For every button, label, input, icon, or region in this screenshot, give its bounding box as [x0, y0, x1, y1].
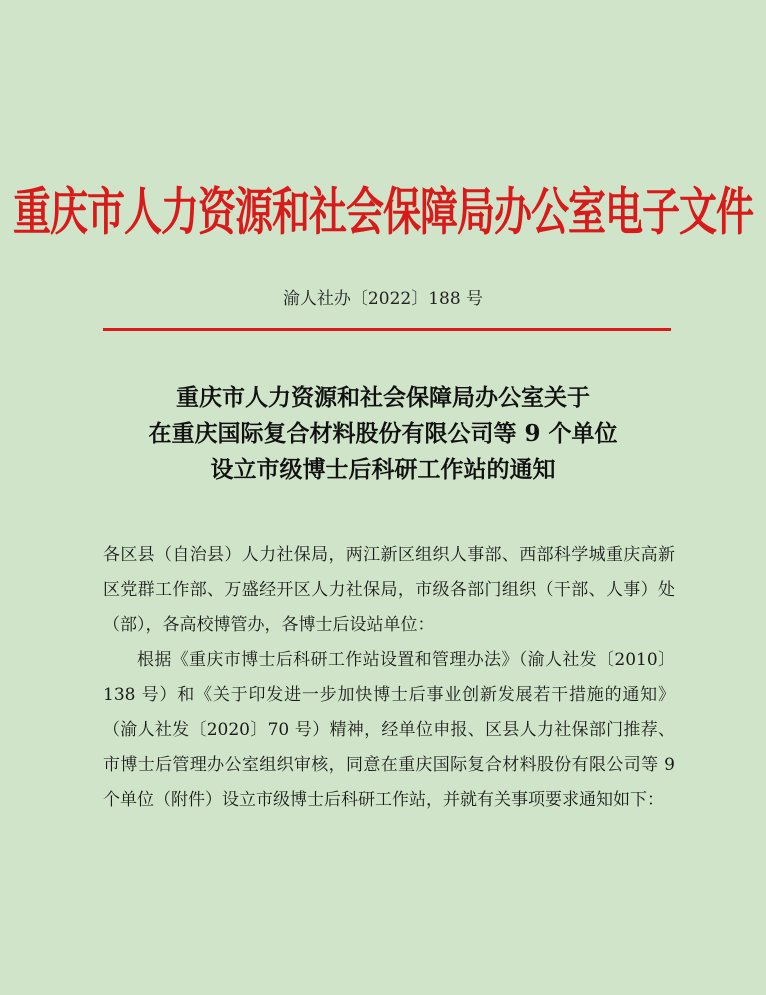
notice-title — [60, 380, 706, 488]
addressee-paragraph: 各区县（自治县）人力社保局，两江新区组织人事部、西部科学城重庆高新区党群工作部、万盛经开区人力社保局，市级各部门组织（干部、人事）处（部），各高校博管办，各博士后设站单位： — [103, 545, 675, 635]
document-body — [103, 538, 675, 818]
body-paragraph-1: 根据《重庆市博士后科研工作站设置和管理办法》（渝人社发〔2010〕138 号）和《关于印发进一步加快博士后事业创新发展若干措施的通知》（渝人社发〔2020〕70 号）精神，经单位申报、区县人力社保部门推荐、市博士后管理办公室组织审核，同意在重庆国际复合材料股份有限公司等 9 个单位（附件）设立市级博士后科研工作站，并就有关事项要求通知如下： — [103, 650, 675, 810]
red-divider-line — [103, 328, 671, 331]
notice-title-line-3: 设立市级博士后科研工作站的通知 — [210, 456, 556, 483]
document-number: 渝人社办〔2022〕188 号 — [282, 289, 484, 309]
document-header-title: 重庆市人力资源和社会保障局办公室电子文件 — [12, 182, 753, 242]
notice-title-line-1: 重庆市人力资源和社会保障局办公室关于 — [176, 384, 590, 411]
notice-title-line-2: 在重庆国际复合材料股份有限公司等 9 个单位 — [148, 420, 618, 447]
